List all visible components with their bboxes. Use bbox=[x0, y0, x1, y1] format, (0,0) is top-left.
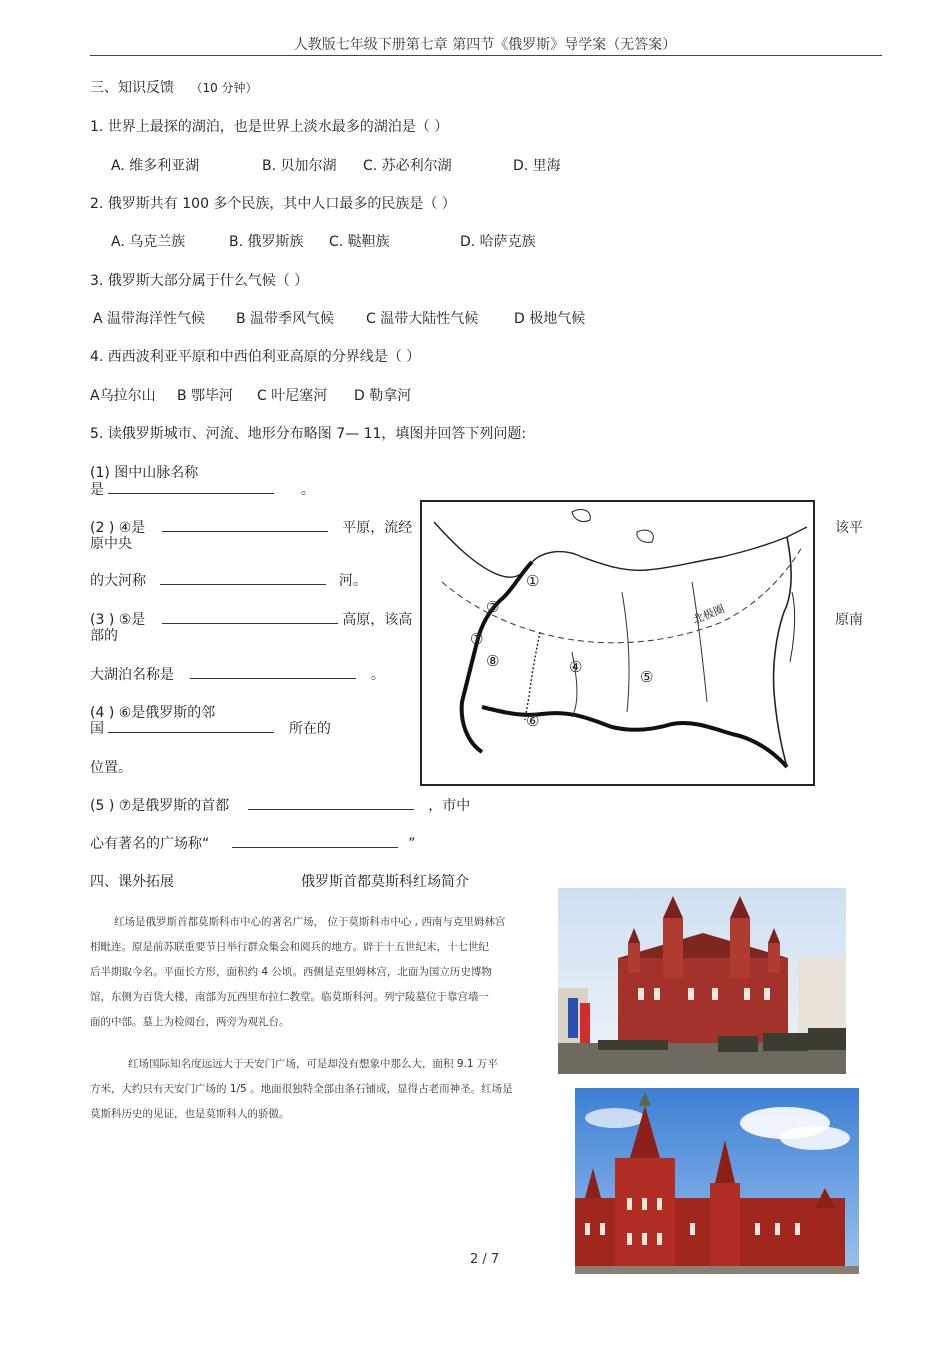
answer-blank-6[interactable] bbox=[108, 718, 274, 733]
q3-option-c: C 温带大陆性气候 bbox=[366, 311, 479, 327]
section-4-subtitle: 俄罗斯首都莫斯科红场简介 bbox=[301, 874, 469, 890]
answer-blank-3[interactable] bbox=[160, 570, 326, 585]
intro-line-1: 红场是俄罗斯首都莫斯科市中心的著名广场， 位于莫斯科市中心 , 西南与克里姆林宫 bbox=[114, 916, 506, 928]
q5-part5-line bbox=[90, 795, 470, 815]
intro-line-6: 红场国际知名度远远大于天安门广场，可是却没有想象中那么大，面积 9.1 万平 bbox=[128, 1058, 498, 1070]
q2-option-a: A. 乌克兰族 bbox=[111, 234, 186, 250]
section-title bbox=[90, 77, 258, 97]
page-header: 人教版七年级下册第七章 第四节《俄罗斯》导学案（无答案） bbox=[293, 37, 677, 53]
answer-blank-5[interactable] bbox=[190, 664, 356, 679]
q5-part5-end: ” bbox=[408, 836, 416, 852]
answer-blank-8[interactable] bbox=[232, 833, 398, 848]
q5-part5-mid: ，市中 bbox=[428, 798, 471, 814]
red-square-photo-2-image bbox=[575, 1088, 859, 1274]
q5-part4-line bbox=[90, 718, 331, 738]
map-marker-2: ② bbox=[486, 598, 500, 616]
q1-option-d: D. 里海 bbox=[513, 158, 561, 174]
answer-blank-2[interactable] bbox=[162, 517, 328, 532]
red-square-photo-1-image bbox=[558, 888, 846, 1074]
q5-part3-line2 bbox=[90, 664, 385, 684]
q1-option-a: A. 维多利亚湖 bbox=[111, 158, 200, 174]
q5-part3-mid: 高原，该高 bbox=[342, 612, 413, 628]
q5-part2-wrap: 原中央 bbox=[90, 536, 132, 552]
q5-part2-line2 bbox=[90, 570, 367, 590]
intro-line-3: 后半期取今名。平面长方形，面积约 4 公顷。西侧是克里姆林宫，北面为国立历史博物 bbox=[90, 966, 492, 978]
q5-part1-line bbox=[90, 479, 315, 499]
q3-option-d: D 极地气候 bbox=[514, 311, 586, 327]
q2-option-c: C. 鞑靼族 bbox=[329, 234, 390, 250]
map-marker-7: ⑦ bbox=[470, 630, 484, 648]
section-time: （10 分钟） bbox=[190, 81, 258, 95]
header-divider bbox=[90, 55, 882, 56]
q1-option-b: B. 贝加尔湖 bbox=[262, 158, 337, 174]
question-2-stem: 2. 俄罗斯共有 100 多个民族，其中人口最多的民族是（ ） bbox=[90, 196, 456, 212]
q5-part2-label: (2 ) ④是 bbox=[90, 520, 146, 536]
answer-blank-1[interactable] bbox=[108, 479, 274, 494]
q4-option-a: A乌拉尔山 bbox=[90, 388, 156, 404]
q1-option-c: C. 苏必利尔湖 bbox=[363, 158, 452, 174]
q5-part4-mid: 所在的 bbox=[288, 721, 331, 737]
q4-option-d: D 勒拿河 bbox=[354, 388, 412, 404]
russia-map bbox=[420, 500, 815, 786]
intro-line-2: 相毗连。原是前苏联重要节日举行群众集会和阅兵的地方。辟于十五世纪末，十七世纪 bbox=[90, 941, 489, 953]
intro-line-4: 馆，东侧为百货大楼，南部为瓦西里布拉仁教堂。临莫斯科河。列宁陵墓位于靠宫墙一 bbox=[90, 991, 489, 1003]
q5-part4-label: (4 ) ⑥是俄罗斯的邻 bbox=[90, 705, 216, 721]
question-4-stem: 4. 西西波利亚平原和中西伯利亚高原的分界线是（ ） bbox=[90, 349, 421, 365]
intro-line-7: 方米，大约只有天安门广场的 1/5 。地面很独特全部由条石铺成，显得古老而神圣。红场是 bbox=[90, 1083, 513, 1095]
map-marker-6: ⑥ bbox=[526, 712, 540, 730]
q4-option-c: C 叶尼塞河 bbox=[257, 388, 328, 404]
intro-line-5: 面的中部。墓上为检阅台，两旁为观礼台。 bbox=[90, 1016, 290, 1028]
q5-part1-end: 。 bbox=[300, 482, 315, 498]
question-1-stem: 1. 世界上最探的湖泊，也是世界上淡水最多的湖泊是（ ） bbox=[90, 119, 449, 135]
q5-part4-end: 位置。 bbox=[90, 760, 132, 776]
q5-part5-label: (5 ) ⑦是俄罗斯的首都 bbox=[90, 798, 230, 814]
q3-option-a: A 温带海洋性气候 bbox=[93, 311, 206, 327]
q5-part3-wrap: 部的 bbox=[90, 628, 118, 644]
q5-part2-right: 该平 bbox=[835, 520, 863, 536]
q2-option-b: B. 俄罗斯族 bbox=[229, 234, 304, 250]
q3-option-b: B 温带季风气候 bbox=[236, 311, 335, 327]
q5-part4-prefix: 国 bbox=[90, 721, 104, 737]
q2-option-d: D. 哈萨克族 bbox=[460, 234, 536, 250]
q5-part2-mid: 平原，流经 bbox=[342, 520, 413, 536]
intro-line-8: 莫斯科历史的见证，也是莫斯科人的骄傲。 bbox=[90, 1108, 290, 1120]
q5-part3-lake-label: 大湖泊名称是 bbox=[90, 667, 174, 683]
q5-part2-line bbox=[90, 517, 412, 537]
arctic-circle-label: 北极圈 bbox=[690, 602, 727, 627]
red-square-photo-1 bbox=[558, 888, 846, 1074]
q5-part1-prefix: 是 bbox=[90, 482, 104, 498]
map-marker-4: ④ bbox=[569, 658, 583, 676]
q5-part3-end: 。 bbox=[370, 667, 385, 683]
q5-part3-right: 原南 bbox=[835, 612, 863, 628]
section-title-text: 三、知识反馈 bbox=[90, 80, 174, 96]
answer-blank-4[interactable] bbox=[162, 609, 338, 624]
q5-part5-line2 bbox=[90, 833, 415, 853]
section-4-title: 四、课外拓展 bbox=[90, 874, 174, 890]
red-square-photo-2 bbox=[575, 1088, 859, 1274]
q5-part5-square-label: 心有著名的广场称“ bbox=[90, 836, 210, 852]
q5-part3-label: (3 ) ⑤是 bbox=[90, 612, 146, 628]
map-marker-8: ⑧ bbox=[486, 652, 500, 670]
q5-part3-line bbox=[90, 609, 412, 629]
q4-option-b: B 鄂毕河 bbox=[177, 388, 234, 404]
q5-part2-river-label: 的大河称 bbox=[90, 573, 146, 589]
q5-part2-end: 河。 bbox=[338, 573, 367, 589]
q5-part1-label: (1) 图中山脉名称 bbox=[90, 465, 199, 481]
page-number: 2 / 7 bbox=[470, 1252, 500, 1267]
question-3-stem: 3. 俄罗斯大部分属于什么气候（ ） bbox=[90, 273, 309, 289]
question-5-stem: 5. 读俄罗斯城市、河流、地形分布略图 7— 11，填图并回答下列问题: bbox=[90, 426, 527, 442]
map-marker-1: ① bbox=[526, 572, 540, 590]
map-marker-5: ⑤ bbox=[640, 668, 654, 686]
answer-blank-7[interactable] bbox=[248, 795, 414, 810]
